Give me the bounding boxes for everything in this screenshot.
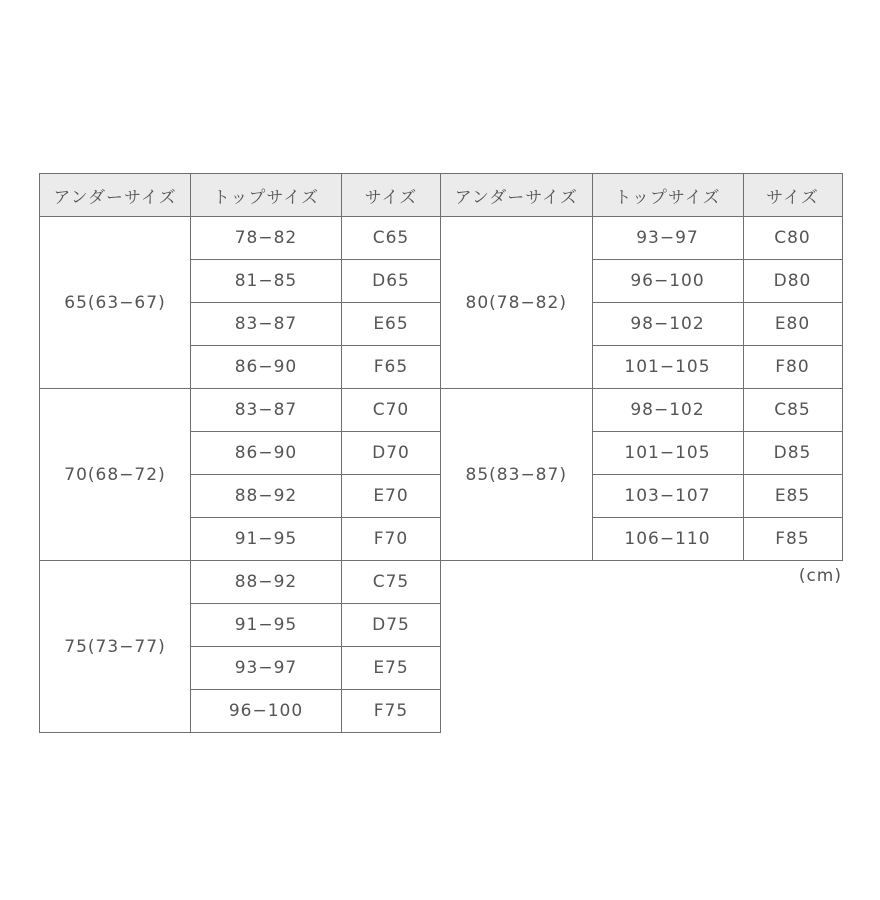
header-row: [40, 174, 441, 217]
header-size: サイズ: [342, 174, 441, 217]
top-size-cell: 93−97: [592, 217, 743, 260]
size-table-left: [39, 173, 441, 733]
top-size-cell: 88−92: [191, 561, 342, 604]
top-size-cell: 88−92: [191, 475, 342, 518]
header-size: サイズ: [743, 174, 842, 217]
top-size-cell: 101−105: [592, 432, 743, 475]
header-top-size: トップサイズ: [592, 174, 743, 217]
header-under-size: アンダーサイズ: [40, 174, 191, 217]
size-code-cell: F75: [342, 690, 441, 733]
size-code-cell: E85: [743, 475, 842, 518]
size-code-cell: D70: [342, 432, 441, 475]
top-size-cell: 91−95: [191, 604, 342, 647]
size-table-right: [441, 173, 843, 561]
top-size-cell: 78−82: [191, 217, 342, 260]
table-row: [40, 561, 441, 604]
top-size-cell: 106−110: [592, 518, 743, 561]
size-code-cell: D85: [743, 432, 842, 475]
top-size-cell: 83−87: [191, 389, 342, 432]
unit-note: (cm): [798, 566, 842, 586]
top-size-cell: 96−100: [191, 690, 342, 733]
size-code-cell: D80: [743, 260, 842, 303]
size-code-cell: D65: [342, 260, 441, 303]
size-table-left-body: [40, 217, 441, 733]
size-code-cell: D75: [342, 604, 441, 647]
top-size-cell: 81−85: [191, 260, 342, 303]
size-code-cell: F65: [342, 346, 441, 389]
size-code-cell: C75: [342, 561, 441, 604]
top-size-cell: 93−97: [191, 647, 342, 690]
top-size-cell: 101−105: [592, 346, 743, 389]
header-under-size: アンダーサイズ: [441, 174, 592, 217]
top-size-cell: 98−102: [592, 303, 743, 346]
size-code-cell: E65: [342, 303, 441, 346]
top-size-cell: 91−95: [191, 518, 342, 561]
table-row: [40, 217, 441, 260]
top-size-cell: 103−107: [592, 475, 743, 518]
size-code-cell: E75: [342, 647, 441, 690]
size-code-cell: C65: [342, 217, 441, 260]
size-code-cell: F80: [743, 346, 842, 389]
size-table-right-body: [441, 217, 842, 561]
size-code-cell: C85: [743, 389, 842, 432]
top-size-cell: 98−102: [592, 389, 743, 432]
under-size-cell: 80(78−82): [441, 217, 592, 389]
table-row: [40, 389, 441, 432]
size-code-cell: C80: [743, 217, 842, 260]
size-code-cell: F85: [743, 518, 842, 561]
under-size-cell: 85(83−87): [441, 389, 592, 561]
size-code-cell: E80: [743, 303, 842, 346]
under-size-cell: 70(68−72): [40, 389, 191, 561]
top-size-cell: 83−87: [191, 303, 342, 346]
size-code-cell: E70: [342, 475, 441, 518]
under-size-cell: 75(73−77): [40, 561, 191, 733]
table-row: [441, 217, 842, 260]
top-size-cell: 86−90: [191, 346, 342, 389]
table-row: [441, 389, 842, 432]
header-top-size: トップサイズ: [191, 174, 342, 217]
header-row: [441, 174, 842, 217]
top-size-cell: 86−90: [191, 432, 342, 475]
size-code-cell: C70: [342, 389, 441, 432]
under-size-cell: 65(63−67): [40, 217, 191, 389]
size-code-cell: F70: [342, 518, 441, 561]
top-size-cell: 96−100: [592, 260, 743, 303]
